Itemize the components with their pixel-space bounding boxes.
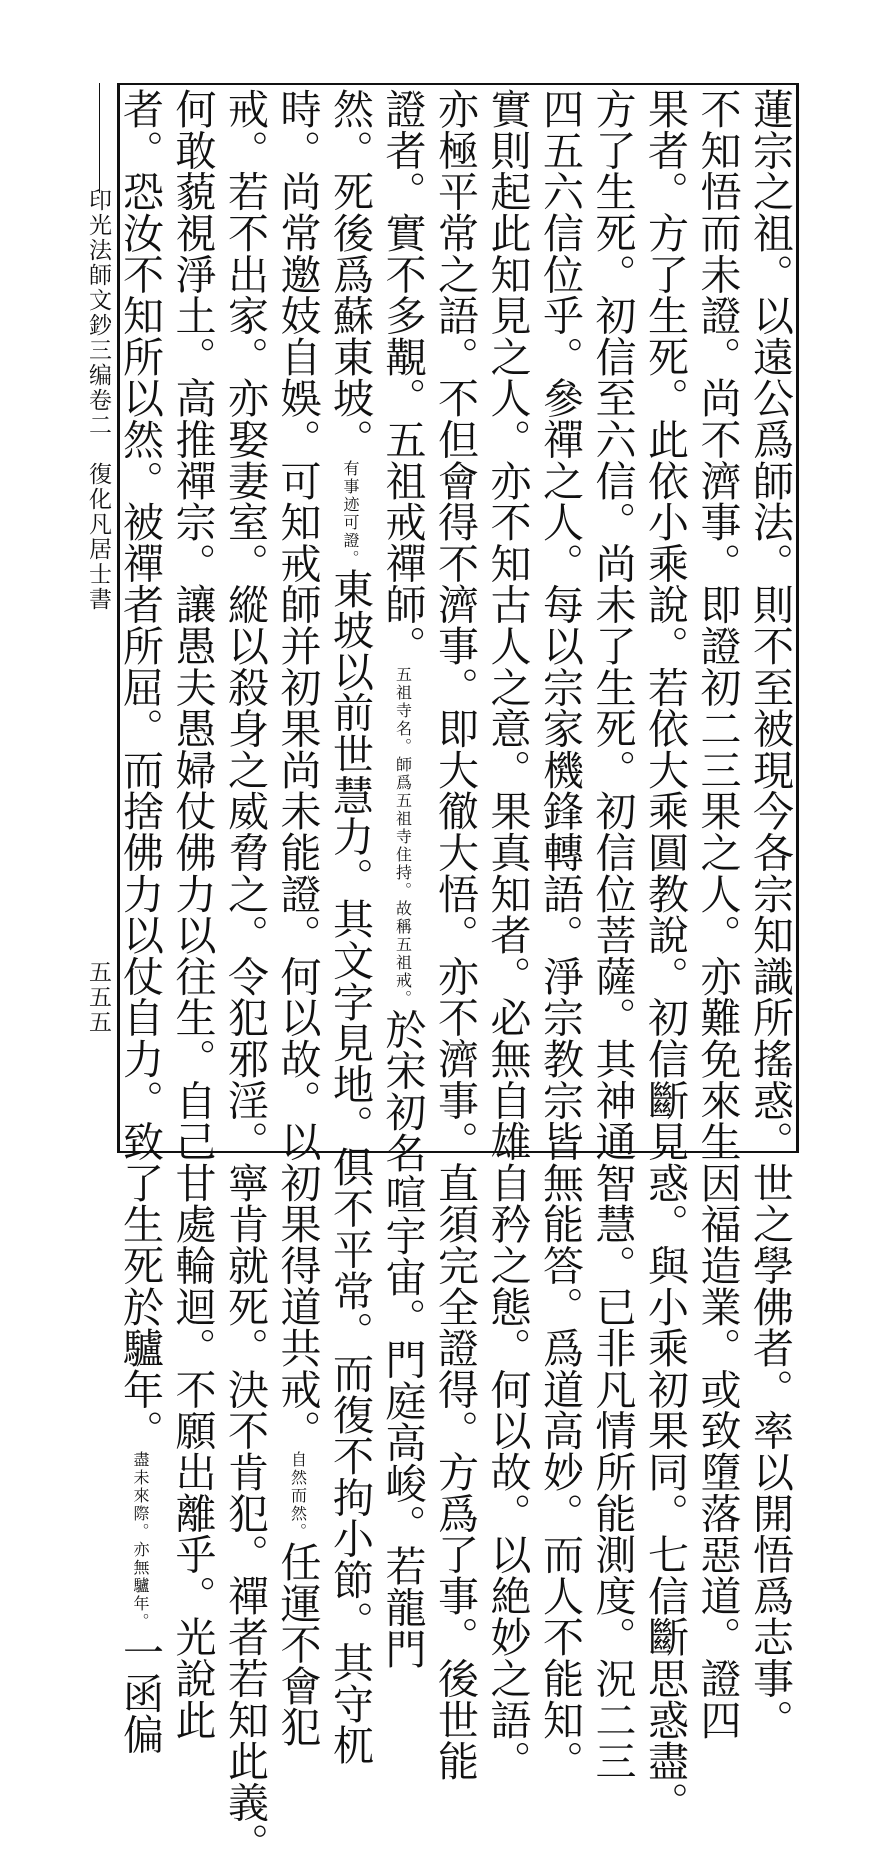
text-column-2: 不知悟而未證。尚不濟事。即證初二三果之人。亦難免來生因福造業。或致墮落惡道。證四 [693,88,742,1740]
body-text [116,88,796,1864]
column-9-main-b: 東坡以前世慧力。其文字見地。俱不平常。而復不拘小節。其守杌 [326,567,374,1766]
text-column-5: 四五六信位乎。參禪之人。每以宗家機鋒轉語。淨宗教宗皆無能答。爲道高妙。而人不能知。 [536,88,584,1782]
interlinear-note-wuzu: 五祖寺名。師爲五祖寺住持。故稱五祖戒。 [393,666,413,1009]
text-column-11: 戒。若不出家。亦娶妻室。縱以殺身之威脅之。令犯邪淫。寧肯就死。決不肯犯。禪者若知此義。 [221,88,269,1864]
interlinear-note-ziran: 自然而然。 [288,1450,308,1541]
text-column-3: 果者。方了生死。此依小乘說。若依大乘圓教說。初信斷見惑。與小乘初果同。七信斷思惑盡。 [641,88,689,1823]
column-13-main-a: 者。恐汝不知所以然。被禪者所屈。而捨佛力以仗自力。致了生死於驢年。 [116,88,164,1451]
text-column-7: 亦極平常之語。不但會得不濟事。即大徹大悟。亦不濟事。直須完全證得。方爲了事。後世能 [431,88,479,1782]
page-number: 五五五 [85,960,111,1035]
text-column-13 [114,88,167,1755]
column-13-main-b: 一函偏 [116,1630,164,1755]
text-column-9 [324,88,377,1766]
column-9-main-a: 然。死後爲蘇東坡。 [326,88,374,460]
interlinear-note-lvnian: 盡未來際。亦無驢年。 [131,1450,150,1631]
margin-rule [99,83,100,193]
column-8-main-b: 於宋初名喧宇宙。門庭高峻。若龍門 [378,1008,427,1670]
text-column-6: 實則起此知見之人。亦不知古人之意。果真知者。必無自雄自矜之態。何以故。以絶妙之語。 [483,88,532,1782]
column-10-main-a: 時。尚常邀妓自娛。可知戒師并初果尚未能證。何以故。以初果得道共戒。 [273,88,322,1451]
text-column-12: 何敢藐視淨土。高推禪宗。讓愚夫愚婦仗佛力以往生。自己甘處輪迴。不願出離乎。光說此 [168,88,217,1740]
text-column-10 [271,88,324,1748]
calligrapher-credit: 復化凡居士書 [85,462,111,612]
interlinear-note-shiji: 有事迹可證。 [341,459,360,568]
column-8-main-a: 證者。實不多覯。五祖戒禪師。 [378,88,427,667]
text-column-8 [376,88,429,1670]
text-column-1: 蓮宗之祖。以遠公爲師法。則不至被現今各宗知識所搖惑。世之學佛者。率以開悟爲志事。 [746,88,794,1740]
column-10-main-b: 任運不會犯 [273,1540,322,1748]
text-column-4: 方了生死。初信至六信。尚未了生死。初信位菩薩。其神通智慧。已非凡情所能測度。況二三 [588,88,637,1782]
book-title: 印光法師文鈔三编卷二 [85,188,111,438]
